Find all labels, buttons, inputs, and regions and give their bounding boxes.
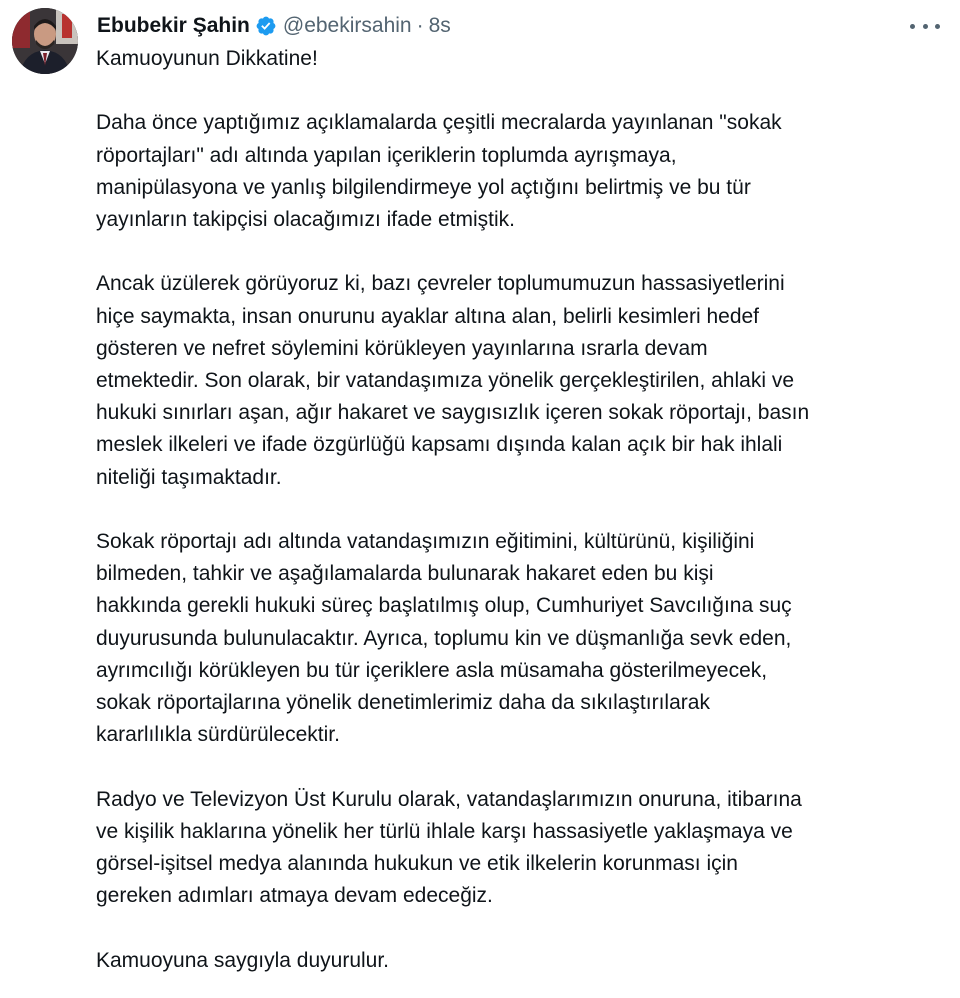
tweet-text xyxy=(96,43,946,977)
author-handle[interactable]: @ebekirsahin xyxy=(282,14,412,37)
more-dot xyxy=(923,24,928,29)
more-options-icon[interactable] xyxy=(910,14,940,38)
tweet-paragraph: Radyo ve Televizyon Üst Kurulu olarak, vatandaşlarımızın onuruna, itibarına ve kişilik haklarına yönelik her türlü ihlale karşı hassasiyetle yaklaşmaya ve görsel-işitsel medya alanında hukukun ve etik ilkelerin korunması için gereken adımları atmaya devam edeceğiz. xyxy=(96,787,802,908)
tweet-paragraph: Daha önce yaptığımız açıklamalarda çeşitli mecralarda yayınlanan "sokak röportajları" adı altında yapılan içeriklerin toplumda ayrışmaya, manipülasyona ve yanlış bilgilendirmeye yol açtığını belirtmiş ve bu tür yayınların takipçisi olacağımızı ifade etmiştik. xyxy=(96,111,782,231)
verified-badge-icon xyxy=(255,15,277,37)
avatar[interactable] xyxy=(12,8,78,74)
tweet-paragraph: Kamuoyunun Dikkatine! xyxy=(96,47,318,70)
author-display-name[interactable]: Ebubekir Şahin xyxy=(97,14,250,37)
separator-dot: · xyxy=(416,14,424,37)
tweet-paragraph: Kamuoyuna saygıyla duyurulur. xyxy=(96,948,390,972)
more-dot xyxy=(910,24,915,29)
avatar-photo-icon xyxy=(12,8,78,74)
tweet-timestamp[interactable]: 8s xyxy=(428,14,451,37)
tweet-paragraph: Sokak röportajı adı altında vatandaşımızın eğitimini, kültürünü, kişiliğini bilmeden, tahkir ve aşağılamalarda bulunarak hakaret eden bu kişi hakkında gerekli hukuki süreç başlatılmış olup, Cumhuriyet Savcılığına suç duyurusunda bulunulacaktır. Ayrıca, toplumu kin ve düşmanlığa sevk eden, ayrımcılığı körükleyen bu tür içeriklere asla müsamaha gösterilmeyecek, sokak röportajlarına yönelik denetimlerimiz daha da sıkılaştırılarak kararlılıkla sürdürülecektir. xyxy=(96,530,792,747)
tweet-paragraph: Ancak üzülerek görüyoruz ki, bazı çevreler toplumumuzun hassasiyetlerini hiçe saymakta, insan onurunu ayaklar altına alan, belirli kesimleri hedef gösteren ve nefret söylemini körükleyen yayınlarına ısrarla devam etmektedir. Son olarak, bir vatandaşımıza yönelik gerçekleştirilen, ahlaki ve hukuki sınırları aşan, ağır hakaret ve saygısızlık içeren sokak röportajı, basın meslek ilkeleri ve ifade özgürlüğü kapsamı dışında kalan açık bir hak ihlali niteliği taşımaktadır. xyxy=(96,272,810,489)
tweet-header xyxy=(97,10,451,42)
more-dot xyxy=(935,24,940,29)
